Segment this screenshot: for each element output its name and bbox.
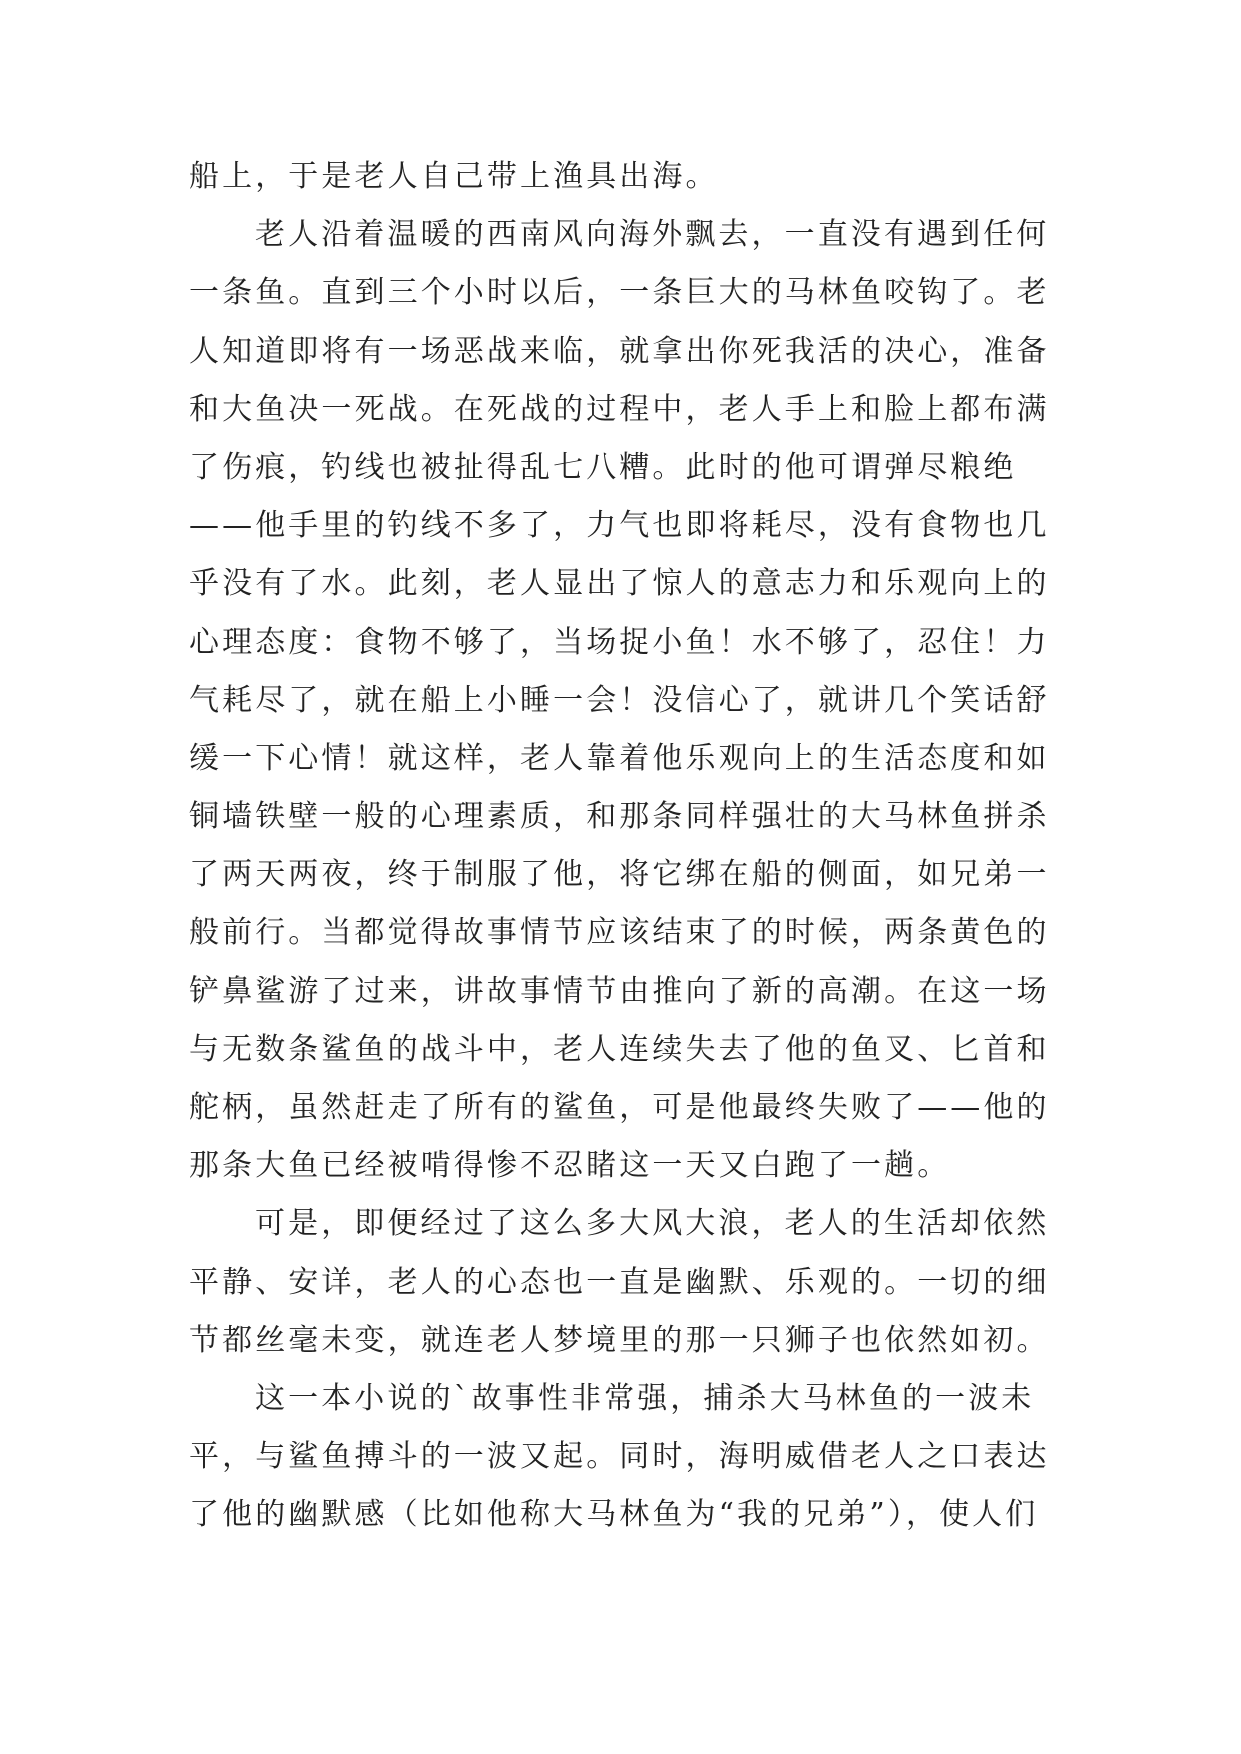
text-line: 平静、安详，老人的心态也一直是幽默、乐观的。一切的细 <box>189 1264 1050 1300</box>
text-line: 气耗尽了，就在船上小睡一会！没信心了，就讲几个笑话舒 <box>189 682 1050 718</box>
text-line: 人知道即将有一场恶战来临，就拿出你死我活的决心，准备 <box>189 333 1050 369</box>
text-line: 了两天两夜，终于制服了他，将它绑在船的侧面，如兄弟一 <box>189 857 1050 893</box>
text-line: 乎没有了水。此刻，老人显出了惊人的意志力和乐观向上的 <box>189 566 1050 602</box>
text-line: 节都丝毫未变，就连老人梦境里的那一只狮子也依然如初。 <box>189 1322 1050 1358</box>
body-text <box>189 148 1059 1545</box>
text-line: 船上，于是老人自己带上渔具出海。 <box>189 159 719 194</box>
text-line: 和大鱼决一死战。在死战的过程中，老人手上和脸上都布满 <box>189 391 1050 427</box>
text-line: 铲鼻鲨游了过来，讲故事情节由推向了新的高潮。在这一场 <box>189 973 1050 1009</box>
text-line: 了伤痕，钓线也被扯得乱七八糟。此时的他可谓弹尽粮绝 <box>189 449 1017 485</box>
text-line: 平，与鲨鱼搏斗的一波又起。同时，海明威借老人之口表达 <box>189 1439 1050 1475</box>
text-line: 那条大鱼已经被啃得惨不忍睹这一天又白跑了一趟。 <box>189 1148 951 1184</box>
text-line: 缓一下心情！就这样，老人靠着他乐观向上的生活态度和如 <box>189 740 1050 776</box>
text-line: 老人沿着温暖的西南风向海外飘去，一直没有遇到任何 <box>255 217 1050 253</box>
text-line: 铜墙铁壁一般的心理素质，和那条同样强壮的大马林鱼拼杀 <box>189 799 1050 835</box>
text-line: 一条鱼。直到三个小时以后，一条巨大的马林鱼咬钩了。老 <box>189 275 1050 311</box>
text-line: 般前行。当都觉得故事情节应该结束了的时候，两条黄色的 <box>189 915 1050 951</box>
text-line: 舵柄，虽然赶走了所有的鲨鱼，可是他最终失败了——他的 <box>189 1090 1050 1125</box>
text-line: 了他的幽默感（比如他称大马林鱼为“我的兄弟”），使人们 <box>189 1497 1039 1533</box>
text-line: 这一本小说的`故事性非常强，捕杀大马林鱼的一波未 <box>255 1380 1035 1416</box>
text-line: 心理态度：食物不够了，当场捉小鱼！水不够了，忍住！力 <box>189 624 1050 660</box>
text-line: 可是，即便经过了这么多大风大浪，老人的生活却依然 <box>255 1206 1050 1242</box>
text-line: ——他手里的钓线不多了，力气也即将耗尽，没有食物也几 <box>189 508 1050 544</box>
text-line: 与无数条鲨鱼的战斗中，老人连续失去了他的鱼叉、匕首和 <box>189 1031 1050 1067</box>
